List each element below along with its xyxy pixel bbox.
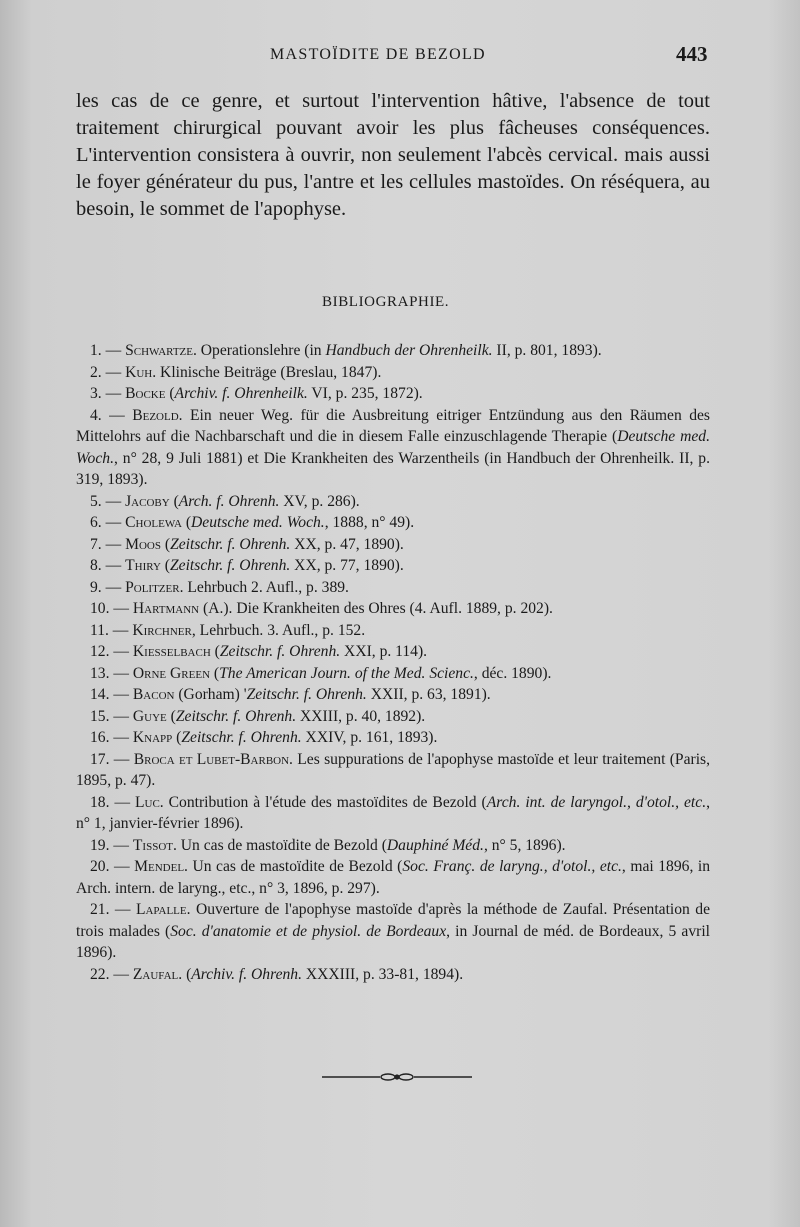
entry-number: 20. —	[90, 858, 135, 875]
bibliography-entry	[76, 362, 710, 384]
entry-text: Un cas de mastoïdite de Bezold (	[187, 858, 403, 875]
entry-title: Archiv. f. Ohrenheilk.	[174, 385, 308, 402]
entry-author: Lapalle.	[135, 901, 191, 918]
entry-author: Moos	[125, 535, 161, 553]
bibliography-entry	[76, 792, 710, 835]
entry-title: Archiv. f. Ohrenh.	[191, 965, 302, 983]
entry-number: 10. —	[90, 600, 133, 617]
entry-text: XV, p. 286).	[279, 492, 360, 510]
bibliography-entry	[76, 534, 710, 556]
entry-title: Handbuch der Ohrenheilk.	[325, 342, 493, 359]
entry-author: Cholewa	[125, 514, 182, 531]
bibliography-entry	[76, 663, 710, 685]
bibliography-entry	[76, 835, 710, 857]
entry-text: (	[181, 514, 192, 531]
entry-author: Schwartze.	[125, 342, 197, 359]
entry-text: (	[172, 729, 182, 746]
entry-number: 22. —	[90, 965, 133, 983]
entry-text: (	[160, 535, 171, 553]
entry-text: Ouverture de l'apophyse mastoïde d'après la méthode de Zaufal. Présentation de trois malades (	[76, 901, 710, 940]
entry-number: 2. —	[90, 363, 126, 381]
entry-text: (	[210, 664, 220, 682]
bibliography-entry	[76, 340, 710, 362]
page-number: 443	[676, 42, 708, 66]
entry-author: Bocke	[125, 385, 166, 402]
entry-text: , n° 5, 1896).	[483, 836, 566, 854]
entry-text: Un cas de mastoïdite de Bezold (	[176, 836, 387, 854]
entry-author: Hartmann	[132, 600, 200, 617]
bibliography-entry	[76, 512, 710, 534]
bibliography-entry	[76, 577, 710, 599]
bibliography-entry	[76, 405, 710, 491]
bibliography-entry	[76, 620, 710, 642]
entry-author: Guye	[132, 707, 167, 725]
bibliography-entry	[76, 749, 710, 792]
entry-text: , 1888, n° 49).	[324, 514, 415, 531]
entry-text: XXI, p. 114).	[340, 643, 428, 660]
entry-author: Tissot.	[132, 836, 177, 854]
entry-number: 12. —	[90, 643, 133, 660]
entry-title: Deutsche med. Woch.	[191, 514, 325, 531]
entry-text: (	[169, 492, 179, 510]
entry-text: , n° 1, janvier-février 1896).	[76, 793, 710, 832]
entry-number: 16. —	[90, 729, 133, 746]
entry-text: XXIV, p. 161, 1893).	[301, 729, 438, 746]
bibliography-list	[76, 340, 710, 985]
entry-number: 3. —	[90, 385, 126, 402]
entry-author: Jacoby	[125, 492, 170, 510]
entry-number: 8. —	[90, 557, 126, 574]
entry-number: 5. —	[90, 492, 126, 510]
entry-text: XX, p. 47, 1890).	[290, 535, 404, 553]
entry-author: Broca et Lubet-Barbon.	[133, 750, 293, 768]
running-title: MASTOÏDITE DE BEZOLD	[270, 46, 486, 63]
bibliography-entry	[76, 899, 710, 964]
entry-text: (	[166, 707, 176, 725]
entry-text: , déc. 1890).	[473, 664, 552, 682]
entry-text: Ein neuer Weg. für die Ausbreitung eitriger Entzündung aus den Räumen des Mittelohrs auf die Nachbarschaft und die in diesem Falle einzuschlagende Therapie (	[76, 406, 710, 445]
entry-text: XXXIII, p. 33-81, 1894).	[301, 965, 464, 983]
entry-text: II, p. 801, 1893).	[492, 342, 602, 359]
entry-number: 17. —	[90, 750, 134, 768]
body-paragraph: les cas de ce genre, et surtout l'intervention hâtive, l'absence de tout traitement chirurgical pouvant avoir les plus fâcheuses conséquences. L'intervention consistera à ouvrir, non seulement l'abcès cervical. mais aussi le foyer générateur du pus, l'antre et les cellules mastoïdes. On réséquera, au besoin, le sommet de l'apophyse.	[76, 90, 710, 220]
page-header	[0, 42, 800, 72]
entry-text: (	[182, 965, 192, 983]
entry-number: 18. —	[90, 793, 135, 811]
bibliography-entry	[76, 856, 710, 899]
entry-text: (	[165, 385, 175, 402]
entry-number: 19. —	[90, 836, 133, 854]
entry-author: Zaufal.	[132, 965, 183, 983]
entry-author: Thiry	[125, 557, 161, 574]
entry-number: 7. —	[90, 535, 126, 553]
bibliography-entry	[76, 684, 710, 706]
bibliography-entry	[76, 491, 710, 513]
bibliography-entry	[76, 727, 710, 749]
entry-author: Bezold.	[132, 406, 183, 424]
entry-text: VI, p. 235, 1872).	[307, 385, 423, 402]
entry-number: 15. —	[90, 707, 133, 725]
entry-number: 14. —	[90, 686, 133, 703]
entry-number: 9. —	[90, 578, 126, 596]
entry-text: XX, p. 77, 1890).	[290, 557, 404, 574]
entry-number: 6. —	[90, 514, 126, 531]
entry-text: Operationslehre (in	[196, 342, 326, 359]
entry-text: Lehrbuch. 3. Aufl., p. 152.	[195, 621, 366, 639]
entry-text: , n° 28, 9 Juli 1881) et Die Krankheiten des Warzentheils (in Handbuch der Ohrenheilk. II, p. 319, 1893).	[76, 449, 710, 488]
entry-text: , mai 1896, in Arch. intern. de laryng., etc., n° 3, 1896, p. 297).	[76, 858, 710, 897]
entry-text: Lehrbuch 2. Aufl., p. 389.	[183, 578, 349, 596]
bibliography-heading: BIBLIOGRAPHIE.	[322, 294, 450, 310]
entry-text: Les suppurations de l'apophyse mastoïde et leur traitement (Paris, 1895, p. 47).	[76, 750, 710, 789]
entry-number: 13. —	[90, 664, 133, 682]
entry-text: (Gorham) '	[174, 686, 247, 703]
entry-title: Dauphiné Méd.	[386, 836, 484, 854]
entry-title: Soc. Franç. de laryng., d'otol., etc.	[402, 858, 622, 875]
entry-title: The American Journ. of the Med. Scienc.	[219, 664, 474, 682]
entry-text: (A.). Die Krankheiten des Ohres (4. Aufl. 1889, p. 202).	[199, 600, 553, 617]
ornament-divider-icon	[322, 1072, 472, 1082]
entry-author: Kiesselbach	[132, 643, 211, 660]
entry-number: 21. —	[90, 901, 136, 918]
bibliography-entry	[76, 964, 710, 986]
entry-text: XXII, p. 63, 1891).	[366, 686, 491, 703]
entry-text: (	[210, 643, 220, 660]
entry-text: (	[160, 557, 170, 574]
entry-title: Arch. f. Ohrenh.	[178, 492, 280, 510]
entry-number: 1. —	[90, 342, 126, 359]
bibliography-entry	[76, 555, 710, 577]
entry-title: Zeitschr. f. Ohrenh.	[219, 643, 341, 660]
bibliography-entry	[76, 383, 710, 405]
entry-text: Klinische Beiträge (Breslau, 1847).	[156, 363, 382, 381]
entry-title: Zeitschr. f. Ohrenh.	[170, 535, 291, 553]
entry-title: Soc. d'anatomie et de physiol. de Bordeaux	[170, 922, 447, 940]
entry-title: Deutsche med. Woch.	[76, 428, 710, 467]
entry-author: Politzer.	[125, 578, 184, 596]
entry-author: Orne Green	[132, 664, 211, 682]
bibliography-entry	[76, 598, 710, 620]
entry-author: Kuh.	[125, 363, 157, 381]
entry-author: Luc.	[134, 793, 164, 811]
entry-number: 11. —	[90, 621, 133, 639]
bibliography-entry	[76, 641, 710, 663]
entry-author: Bacon	[132, 686, 175, 703]
bibliography-entry	[76, 706, 710, 728]
entry-author: Kirchner,	[132, 621, 196, 639]
entry-number: 4. —	[90, 406, 133, 424]
entry-text: , in Journal de méd. de Bordeaux, 5 avril 1896).	[76, 922, 711, 961]
entry-title: Zeitschr. f. Ohrenh.	[181, 729, 302, 746]
entry-title: Zeitschr. f. Ohrenh.	[170, 557, 291, 574]
entry-text: Contribution à l'étude des mastoïdites de Bezold (	[163, 793, 487, 811]
entry-title: Zeitschr. f. Ohrenh.	[175, 707, 297, 725]
entry-title: Zeitschr. f. Ohrenh.	[246, 686, 367, 703]
entry-author: Mendel.	[134, 858, 188, 875]
entry-author: Knapp	[132, 729, 173, 746]
entry-text: XXIII, p. 40, 1892).	[296, 707, 426, 725]
entry-title: Arch. int. de laryngol., d'otol., etc.	[486, 793, 707, 811]
